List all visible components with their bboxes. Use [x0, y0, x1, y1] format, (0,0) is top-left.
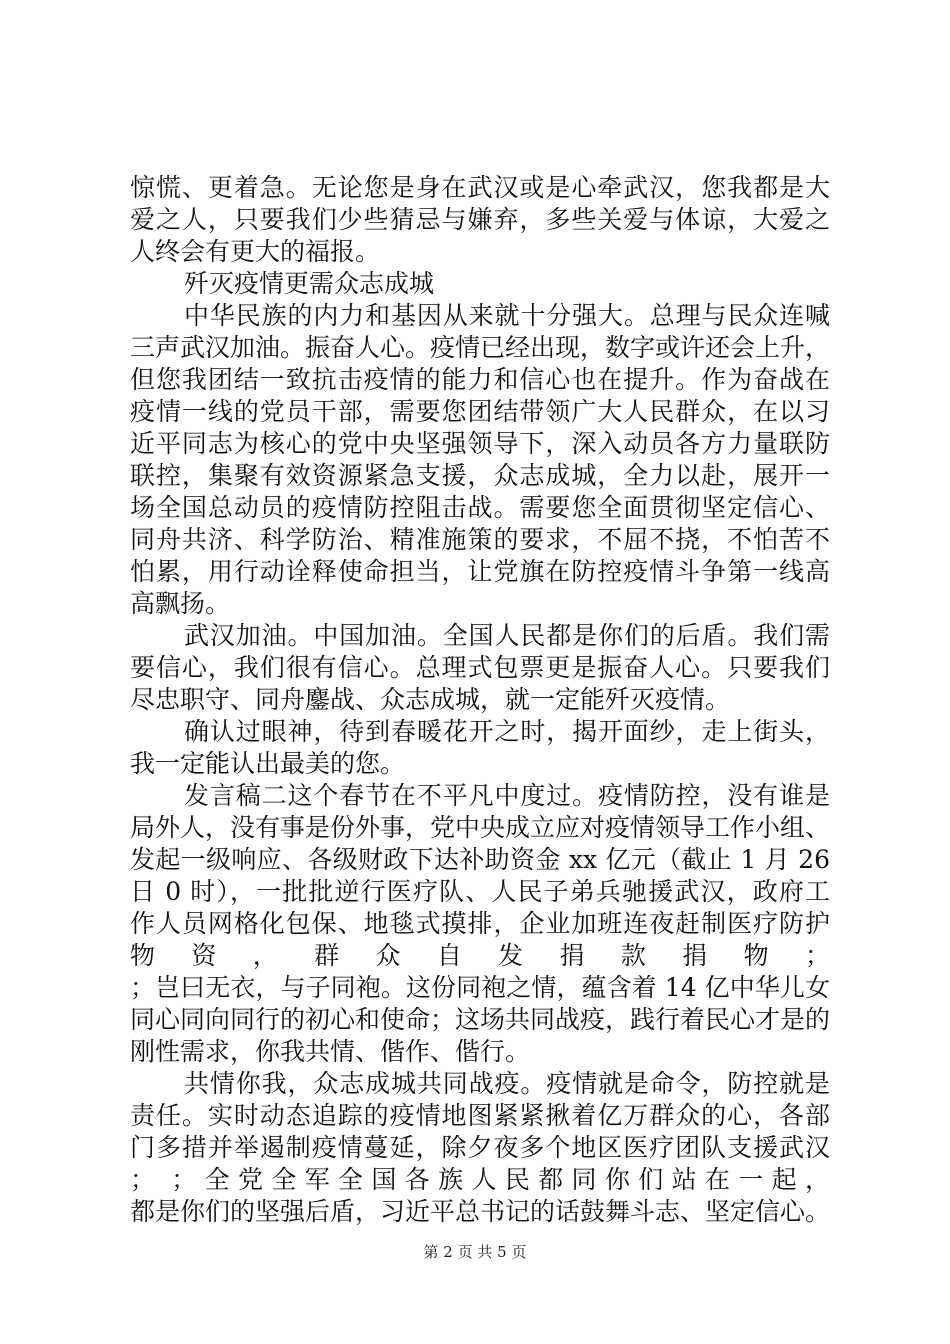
- text-line: 局外人，没有事是份外事，党中央成立应对疫情领导工作小组、: [130, 813, 831, 842]
- text-line: 都是你们的坚强后盾，习近平总书记的话鼓舞斗志、坚定信心。: [130, 1197, 831, 1226]
- paragraph: [130, 620, 830, 716]
- text-line: 我一定能认出最美的您。: [130, 749, 406, 778]
- text-line: 共情你我，众志成城共同战疫。疫情就是命令，防控就是: [184, 1069, 830, 1098]
- text-line: 同舟共济、科学防治、精准施策的要求，不屈不挠，不怕苦不: [130, 525, 830, 554]
- text-line: 发言稿二这个春节在不平凡中度过。疫情防控，没有谁是: [184, 781, 830, 810]
- document-body: [130, 172, 830, 1228]
- text-line: 怕累，用行动诠释使命担当，让党旗在防控疫情斗争第一线高: [130, 557, 830, 586]
- text-line: 惊慌、更着急。无论您是身在武汉或是心牵武汉，您我都是大: [130, 173, 830, 202]
- text-line: 疫情一线的党员干部，需要您团结带领广大人民群众，在以习: [130, 397, 830, 426]
- text-line: 中华民族的内力和基因从来就十分强大。总理与民众连喊: [184, 301, 830, 330]
- text-line: 但您我团结一致抗击疫情的能力和信心也在提升。作为奋战在: [130, 365, 830, 394]
- text-line: ； ；全党全军全国各族人民都同你们站在一起，: [130, 1165, 830, 1194]
- text-line: 责任。实时动态追踪的疫情地图紧紧揪着亿万群众的心，各部: [130, 1101, 830, 1130]
- text-line: 物 资 ， 群 众 自 发 捐 款 捐 物 ；: [130, 941, 830, 970]
- paragraph: [130, 1068, 830, 1228]
- text-line: 联控，集聚有效资源紧急支援，众志成城，全力以赴，展开一: [130, 461, 830, 490]
- text-line: 近平同志为核心的党中央坚强领导下，深入动员各方力量联防: [130, 429, 830, 458]
- page-footer: 第 2 页 共 5 页: [423, 1243, 527, 1261]
- text-line: 高飘扬。: [130, 589, 231, 618]
- text-line: 武汉加油。中国加油。全国人民都是你们的后盾。我们需: [184, 621, 830, 650]
- text-line: 发起一级响应、各级财政下达补助资金 xx 亿元（截止 1 月 26: [130, 845, 830, 874]
- text-line: 三声武汉加油。振奋人心。疫情已经出现，数字或许还会上升，: [130, 333, 831, 362]
- text-line: 同心同向同行的初心和使命；这场共同战疫，践行着民心才是的: [130, 1005, 831, 1034]
- paragraph: [130, 716, 830, 780]
- text-line: 人终会有更大的福报。: [130, 237, 381, 266]
- text-line: 场全国总动员的疫情防控阻击战。需要您全面贯彻坚定信心、: [130, 493, 830, 522]
- text-line: 确认过眼神，待到春暖花开之时，揭开面纱，走上街头，: [184, 717, 830, 746]
- text-line: ；岂曰无衣，与子同袍。这份同袍之情，蕴含着 14 亿中华儿女: [130, 973, 830, 1002]
- paragraph: [130, 780, 830, 1068]
- text-line: 歼灭疫情更需众志成城: [184, 269, 435, 298]
- text-line: 刚性需求，你我共情、偕作、偕行。: [130, 1037, 531, 1066]
- paragraph: [130, 172, 830, 268]
- text-line: 尽忠职守、同舟鏖战、众志成城，就一定能歼灭疫情。: [130, 685, 731, 714]
- text-line: 日 0 时），一批批逆行医疗队、人民子弟兵驰援武汉，政府工: [130, 877, 830, 906]
- text-line: 要信心，我们很有信心。总理式包票更是振奋人心。只要我们: [130, 653, 830, 682]
- text-line: 作人员网格化包保、地毯式摸排，企业加班连夜赶制医疗防护: [130, 909, 830, 938]
- text-line: 门多措并举遏制疫情蔓延，除夕夜多个地区医疗团队支援武汉: [130, 1133, 830, 1162]
- text-line: 爱之人，只要我们少些猜忌与嫌弃，多些关爱与体谅，大爱之: [130, 205, 830, 234]
- paragraph: [130, 300, 830, 620]
- paragraph: [130, 268, 830, 300]
